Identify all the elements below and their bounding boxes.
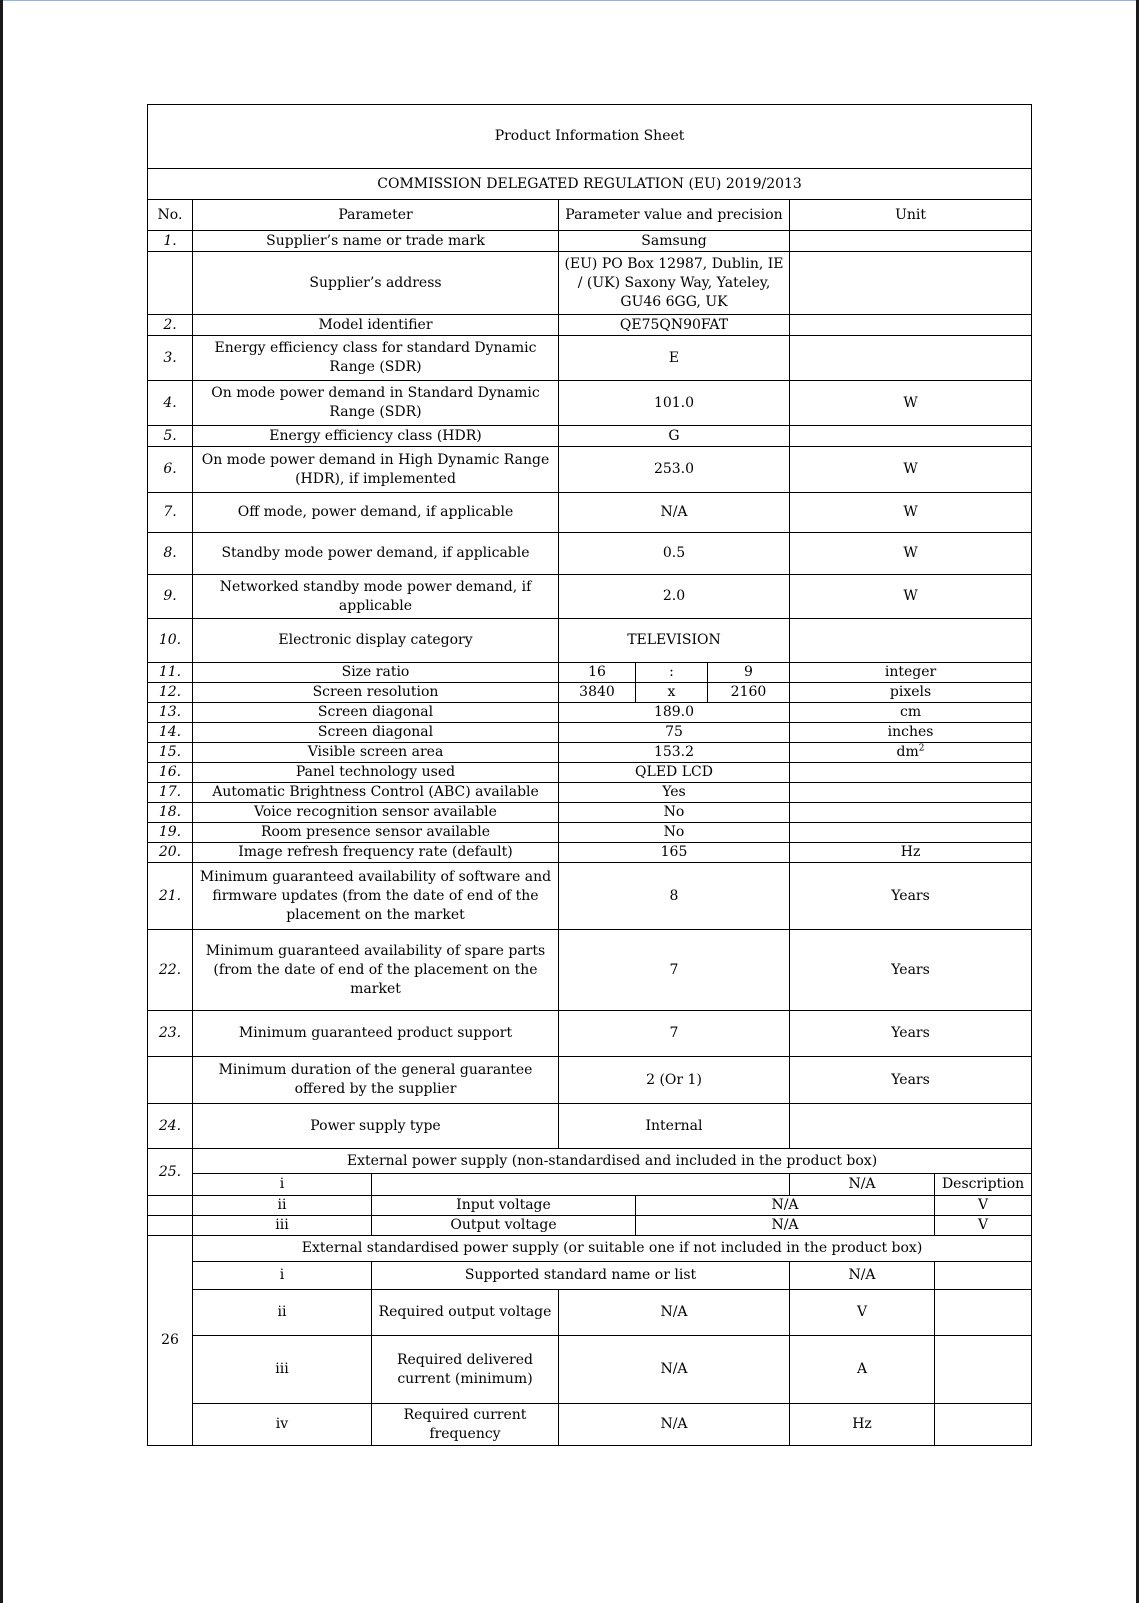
unit-cell: V [790, 1290, 935, 1336]
value-cell: N/A [636, 1216, 935, 1236]
row-number: 6. [148, 447, 193, 493]
table-row [148, 703, 1032, 723]
sub-index: i [193, 1262, 372, 1290]
unit-cell [790, 743, 1032, 763]
row-number: 12. [148, 683, 193, 703]
value-part-2: 2160 [708, 683, 790, 703]
value-cell: 253.0 [559, 447, 790, 493]
description-cell [935, 1290, 1032, 1336]
table-row [148, 823, 1032, 843]
sub-index: iv [193, 1404, 372, 1446]
value-cell: 189.0 [559, 703, 790, 723]
sub-index: iii [193, 1336, 372, 1404]
table-row [148, 1104, 1032, 1149]
parameter-cell: Electronic display category [193, 619, 559, 663]
table-row [148, 1336, 1032, 1404]
table-row [148, 252, 1032, 315]
value-cell: N/A [559, 1336, 790, 1404]
value-cell: 2 (Or 1) [559, 1057, 790, 1104]
row-number: 23. [148, 1011, 193, 1057]
description-cell [935, 1404, 1032, 1446]
table-row [148, 493, 1032, 533]
unit-cell: Years [790, 930, 1032, 1011]
value-cell: 75 [559, 723, 790, 743]
parameter-cell: Power supply type [193, 1104, 559, 1149]
unit-cell [790, 336, 1032, 381]
value-cell: 7 [559, 930, 790, 1011]
product-information-table [147, 104, 1032, 1446]
row-number: 26 [148, 1236, 193, 1446]
parameter-cell: Supported standard name or list [372, 1262, 790, 1290]
table-row [148, 1196, 1032, 1216]
parameter-cell: Model identifier [193, 315, 559, 336]
unit-cell: W [790, 381, 1032, 426]
unit-cell [790, 803, 1032, 823]
table-row [148, 336, 1032, 381]
unit-cell: N/A [790, 1262, 935, 1290]
page-left-edge [0, 0, 3, 1603]
unit-cell: Hz [790, 1404, 935, 1446]
unit-cell: inches [790, 723, 1032, 743]
unit-cell [790, 231, 1032, 252]
value-cell: Internal [559, 1104, 790, 1149]
table-row [148, 426, 1032, 447]
table-row [148, 743, 1032, 763]
table-row [148, 231, 1032, 252]
parameter-cell: Required current frequency [372, 1404, 559, 1446]
parameter-cell: Required delivered current (minimum) [372, 1336, 559, 1404]
unit-cell [790, 763, 1032, 783]
table-row [148, 663, 1032, 683]
value-cell: N/A [790, 1174, 935, 1196]
table-row [148, 1262, 1032, 1290]
unit-cell: W [790, 575, 1032, 619]
parameter-cell: Size ratio [193, 663, 559, 683]
table-row [148, 843, 1032, 863]
parameter-cell: Standby mode power demand, if applicable [193, 533, 559, 575]
parameter-cell: Energy efficiency class (HDR) [193, 426, 559, 447]
row-number: 2. [148, 315, 193, 336]
standard-psu-heading: External standardised power supply (or suitable one if not included in the product box) [193, 1236, 1032, 1262]
row-number: 7. [148, 493, 193, 533]
row-number: 1. [148, 231, 193, 252]
table-row [148, 863, 1032, 930]
table-row [148, 447, 1032, 493]
table-row [148, 381, 1032, 426]
sub-index: ii [193, 1290, 372, 1336]
parameter-cell: Input voltage [372, 1196, 636, 1216]
parameter-cell: Image refresh frequency rate (default) [193, 843, 559, 863]
value-cell: Yes [559, 783, 790, 803]
unit-cell [790, 426, 1032, 447]
external-psu-heading: External power supply (non-standardised and included in the product box) [193, 1149, 1032, 1174]
header-no: No. [148, 200, 193, 231]
unit-cell: W [790, 493, 1032, 533]
value-part-1: 3840 [559, 683, 636, 703]
header-unit: Unit [790, 200, 1032, 231]
row-number: 5. [148, 426, 193, 447]
value-cell: (EU) PO Box 12987, Dublin, IE / (UK) Saxony Way, Yateley, GU46 6GG, UK [559, 252, 790, 315]
table-row [148, 1174, 1032, 1196]
value-cell: No [559, 803, 790, 823]
row-number: 8. [148, 533, 193, 575]
value-cell: 165 [559, 843, 790, 863]
row-number: 20. [148, 843, 193, 863]
description-cell: Description [935, 1174, 1032, 1196]
unit-cell: pixels [790, 683, 1032, 703]
unit-cell [790, 1104, 1032, 1149]
standard-psu-heading-row [148, 1236, 1032, 1262]
unit-cell [790, 252, 1032, 315]
header-row [148, 200, 1032, 231]
row-number: 4. [148, 381, 193, 426]
unit-cell: Years [790, 1011, 1032, 1057]
row-number: 13. [148, 703, 193, 723]
row-number: 11. [148, 663, 193, 683]
table-row [148, 783, 1032, 803]
row-number: 15. [148, 743, 193, 763]
row-number: 17. [148, 783, 193, 803]
parameter-cell: Minimum guaranteed availability of spare parts (from the date of end of the placement on the market [193, 930, 559, 1011]
unit-cell: Years [790, 1057, 1032, 1104]
parameter-cell: Room presence sensor available [193, 823, 559, 843]
value-cell: 8 [559, 863, 790, 930]
parameter-cell: Minimum guaranteed product support [193, 1011, 559, 1057]
parameter-cell: Voice recognition sensor available [193, 803, 559, 823]
table-row [148, 1216, 1032, 1236]
parameter-cell: Screen resolution [193, 683, 559, 703]
parameter-cell: Output voltage [372, 1216, 636, 1236]
table-row [148, 1057, 1032, 1104]
row-number: 24. [148, 1104, 193, 1149]
value-cell: QLED LCD [559, 763, 790, 783]
row-number: 18. [148, 803, 193, 823]
parameter-cell: Energy efficiency class for standard Dynamic Range (SDR) [193, 336, 559, 381]
unit-text: dm [896, 744, 919, 760]
parameter-cell: Screen diagonal [193, 723, 559, 743]
unit-cell: W [790, 533, 1032, 575]
table-row [148, 803, 1032, 823]
table-row [148, 1011, 1032, 1057]
value-cell: G [559, 426, 790, 447]
value-separator: x [636, 683, 708, 703]
unit-superscript: 2 [918, 743, 925, 754]
parameter-cell: Minimum duration of the general guarantee offered by the supplier [193, 1057, 559, 1104]
table-row [148, 533, 1032, 575]
table-row [148, 315, 1032, 336]
value-cell: No [559, 823, 790, 843]
parameter-cell: Supplier’s name or trade mark [193, 231, 559, 252]
row-number [148, 1216, 193, 1236]
parameter-cell: On mode power demand in High Dynamic Range (HDR), if implemented [193, 447, 559, 493]
value-separator: : [636, 663, 708, 683]
row-number: 16. [148, 763, 193, 783]
parameter-cell: Minimum guaranteed availability of software and firmware updates (from the date of end of the placement on the market [193, 863, 559, 930]
row-number: 19. [148, 823, 193, 843]
unit-cell [790, 823, 1032, 843]
value-cell: N/A [559, 1404, 790, 1446]
parameter-cell: Visible screen area [193, 743, 559, 763]
unit-cell: V [935, 1216, 1032, 1236]
unit-cell: W [790, 447, 1032, 493]
value-part-1: 16 [559, 663, 636, 683]
parameter-cell: Screen diagonal [193, 703, 559, 723]
table-row [148, 1290, 1032, 1336]
parameter-cell: Networked standby mode power demand, if applicable [193, 575, 559, 619]
value-cell: QE75QN90FAT [559, 315, 790, 336]
row-number [148, 1057, 193, 1104]
unit-cell: Years [790, 863, 1032, 930]
table-row [148, 930, 1032, 1011]
sub-index: i [193, 1174, 372, 1196]
unit-cell: V [935, 1196, 1032, 1216]
table-row [148, 683, 1032, 703]
row-number: 25. [148, 1149, 193, 1196]
value-cell: TELEVISION [559, 619, 790, 663]
value-part-2: 9 [708, 663, 790, 683]
row-number: 3. [148, 336, 193, 381]
unit-cell: A [790, 1336, 935, 1404]
table-row [148, 575, 1032, 619]
parameter-cell: On mode power demand in Standard Dynamic Range (SDR) [193, 381, 559, 426]
unit-cell [790, 315, 1032, 336]
regulation-reference: COMMISSION DELEGATED REGULATION (EU) 2019/2013 [148, 169, 1032, 200]
unit-cell: cm [790, 703, 1032, 723]
row-number: 22. [148, 930, 193, 1011]
value-cell: 101.0 [559, 381, 790, 426]
parameter-cell: Panel technology used [193, 763, 559, 783]
row-number: 10. [148, 619, 193, 663]
sub-index: ii [193, 1196, 372, 1216]
value-cell: 7 [559, 1011, 790, 1057]
value-cell: N/A [559, 1290, 790, 1336]
unit-cell: integer [790, 663, 1032, 683]
table-row [148, 723, 1032, 743]
value-cell: 2.0 [559, 575, 790, 619]
row-number: 14. [148, 723, 193, 743]
external-psu-heading-row [148, 1149, 1032, 1174]
unit-cell [790, 619, 1032, 663]
table-row [148, 619, 1032, 663]
value-cell: N/A [559, 493, 790, 533]
row-number: 9. [148, 575, 193, 619]
description-cell [935, 1336, 1032, 1404]
row-number [148, 1196, 193, 1216]
sub-index: iii [193, 1216, 372, 1236]
parameter-cell: Automatic Brightness Control (ABC) available [193, 783, 559, 803]
unit-cell: Hz [790, 843, 1032, 863]
value-cell: 0.5 [559, 533, 790, 575]
table-row [148, 763, 1032, 783]
sheet-title: Product Information Sheet [148, 105, 1032, 169]
row-number: 21. [148, 863, 193, 930]
value-cell: E [559, 336, 790, 381]
value-cell: 153.2 [559, 743, 790, 763]
description-cell [935, 1262, 1032, 1290]
parameter-cell: Required output voltage [372, 1290, 559, 1336]
page-top-edge [0, 0, 1139, 1]
value-cell: Samsung [559, 231, 790, 252]
header-value: Parameter value and precision [559, 200, 790, 231]
value-cell: N/A [636, 1196, 935, 1216]
table-row [148, 1404, 1032, 1446]
header-parameter: Parameter [193, 200, 559, 231]
unit-cell [790, 783, 1032, 803]
parameter-cell: Off mode, power demand, if applicable [193, 493, 559, 533]
parameter-cell: Supplier’s address [193, 252, 559, 315]
row-number [148, 252, 193, 315]
parameter-cell [372, 1174, 790, 1196]
